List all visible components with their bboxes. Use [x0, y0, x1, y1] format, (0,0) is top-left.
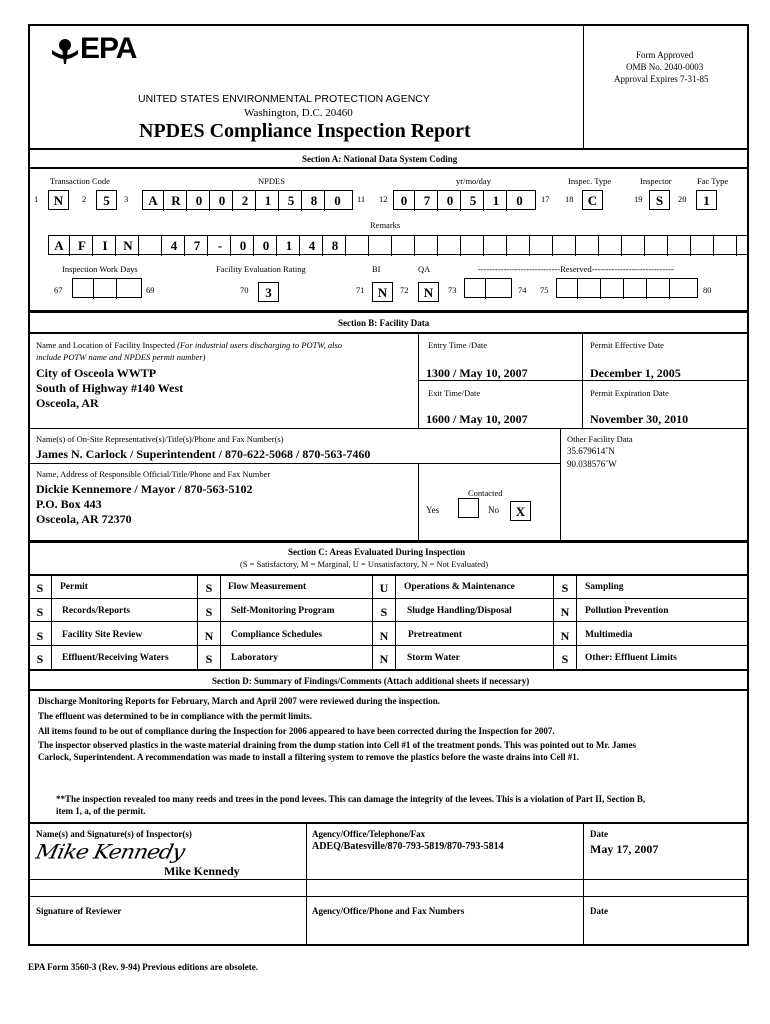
field-num: 73	[448, 285, 457, 295]
area-label: Pollution Prevention	[585, 606, 669, 616]
label-yrmoday: yr/mo/day	[456, 176, 491, 186]
work-days-cell	[96, 279, 117, 299]
approval-expires: Approval Expires 7-31-85	[614, 74, 709, 84]
area-code: N	[560, 605, 570, 619]
reserved-cell	[672, 279, 693, 299]
remarks-empty-cell	[716, 236, 737, 256]
agency-location: Washington, D.C. 20460	[244, 107, 353, 119]
label-inspec-type: Inspec. Type	[568, 176, 612, 186]
area-label: Records/Reports	[62, 606, 131, 616]
finding-4a: The inspector observed plastics in the waste material draining from the dump station into Cell #1 of the treatment ponds. This was pointed out to Mr. James	[38, 740, 637, 750]
section-c-legend: (S = Satisfactory, M = Marginal, U = Unsatisfactory, N = Not Evaluated)	[240, 559, 489, 569]
date-char: 0	[394, 191, 415, 211]
section-a-title: Section A: National Data System Coding	[302, 154, 458, 164]
divider	[418, 334, 419, 428]
divider	[372, 576, 373, 670]
remarks-empty-cell	[371, 236, 392, 256]
contacted-yes-box[interactable]	[458, 498, 479, 518]
remarks-char: F	[72, 236, 93, 256]
label-npdes: NPDES	[258, 176, 285, 186]
label-reviewer-agency: Agency/Office/Phone and Fax Numbers	[312, 906, 465, 916]
permit-expiration-value: November 30, 2010	[590, 412, 689, 426]
npdes-char: 0	[334, 193, 341, 208]
onsite-value: James N. Carlock / Superintendent / 870-622-5068 / 870-563-7460	[36, 447, 371, 461]
qa-box: N	[418, 282, 439, 302]
date-box	[393, 190, 536, 210]
divider	[28, 896, 749, 897]
label-inspector: Inspector	[640, 176, 672, 186]
npdes-char: 0	[212, 191, 233, 211]
inspector-box: S	[649, 190, 670, 210]
label-transaction-code: Transaction Code	[50, 176, 110, 186]
divider	[28, 463, 560, 464]
area-label: Pretreatment	[408, 630, 462, 640]
reserved-cell	[488, 279, 509, 299]
field-num: 75	[540, 285, 549, 295]
form-approved: Form Approved	[636, 50, 694, 60]
frame-right	[747, 24, 749, 946]
date-char: 0	[440, 191, 461, 211]
remarks-char: -	[210, 236, 231, 256]
area-label: Multimedia	[585, 630, 633, 640]
area-label: Sampling	[585, 582, 624, 592]
field-num: 2	[82, 194, 87, 204]
remarks-empty-cell	[417, 236, 438, 256]
area-label: Facility Site Review	[62, 630, 143, 640]
remarks-char: 1	[279, 236, 300, 256]
frame-top	[28, 24, 749, 26]
label-other-facility: Other Facility Data	[567, 434, 633, 444]
divider	[395, 576, 396, 670]
responsible-name: Dickie Kennemore / Mayor / 870-563-5102	[36, 482, 253, 496]
area-label: Effluent/Receiving Waters	[62, 653, 169, 663]
remarks-empty-cell	[348, 236, 369, 256]
field-num: 19	[634, 194, 643, 204]
area-code: S	[36, 581, 44, 595]
label-agency: Agency/Office/Telephone/Fax	[312, 829, 426, 839]
remarks-empty-cell	[486, 236, 507, 256]
label-name-location-b: (For industrial users discharging to POTW, also	[177, 340, 343, 350]
area-label: Storm Water	[407, 653, 460, 663]
divider	[28, 879, 749, 880]
remarks-char	[141, 236, 162, 256]
field-num: 3	[124, 194, 129, 204]
field-num: 80	[703, 285, 712, 295]
area-label: Compliance Schedules	[231, 630, 323, 640]
responsible-city: Osceola, AR 72370	[36, 512, 132, 526]
finding-4b: Carlock, Superintendent. A recommendation was made to install a filtering system to remove the plastics before the waste drains into Cell #1.	[38, 752, 579, 762]
area-code: S	[36, 652, 44, 666]
reserved-cell	[557, 279, 578, 299]
field-num: 17	[541, 194, 550, 204]
responsible-po: P.O. Box 443	[36, 497, 102, 511]
npdes-number-box	[142, 190, 353, 210]
label-responsible: Name, Address of Responsible Official/Title/Phone and Fax Number	[36, 469, 271, 479]
latitude: 35.679614˚N	[567, 446, 615, 456]
agency-value: ADEQ/Batesville/870-793-5819/870-793-5814	[312, 841, 504, 852]
divider	[306, 823, 307, 944]
remarks-char: 4	[302, 236, 323, 256]
remarks-box	[48, 235, 748, 255]
field-num: 1	[34, 194, 39, 204]
epa-logo-text: EPA	[80, 32, 137, 65]
facility-city: Osceola, AR	[36, 396, 99, 410]
label-bi: BI	[372, 264, 381, 274]
date-char: 1	[486, 191, 507, 211]
divider	[28, 689, 749, 691]
npdes-char: A	[143, 191, 164, 211]
area-code: N	[560, 629, 570, 643]
field-num: 20	[678, 194, 687, 204]
divider	[28, 310, 749, 313]
label-permit-expiration: Permit Expiration Date	[590, 388, 669, 398]
facility-name: City of Osceola WWTP	[36, 366, 157, 380]
npdes-char: 0	[189, 191, 210, 211]
divider	[51, 576, 52, 670]
divider	[28, 645, 749, 646]
divider	[576, 576, 577, 670]
label-permit-effective: Permit Effective Date	[590, 340, 664, 350]
remarks-empty-cell	[578, 236, 599, 256]
remarks-char: I	[95, 236, 116, 256]
remarks-char: 0	[233, 236, 254, 256]
label-inspector-signature: Name(s) and Signature(s) of Inspector(s)	[36, 829, 192, 839]
footer-text: EPA Form 3560-3 (Rev. 9-94) Previous editions are obsolete.	[28, 962, 258, 972]
field-num: 11	[357, 194, 366, 204]
work-days-cell	[119, 279, 140, 299]
area-label: Other: Effluent Limits	[585, 653, 677, 663]
area-label: Self-Monitoring Program	[231, 606, 335, 616]
field-num: 70	[240, 285, 249, 295]
divider	[28, 822, 749, 824]
remarks-empty-cell	[509, 236, 530, 256]
remarks-char: 7	[187, 236, 208, 256]
section-c-title: Section C: Areas Evaluated During Inspection	[288, 547, 466, 557]
field-num: 18	[565, 194, 574, 204]
label-name-location	[36, 340, 342, 350]
page-title: NPDES Compliance Inspection Report	[139, 120, 471, 142]
field-num: 67	[54, 285, 63, 295]
divider	[583, 823, 584, 944]
finding-1: Discharge Monitoring Reports for February, March and April 2007 were reviewed during the inspection.	[38, 696, 441, 706]
remarks-empty-cell	[601, 236, 622, 256]
reserved-box-1	[464, 278, 512, 298]
label-no: No	[488, 505, 499, 515]
longitude: 90.038576˚W	[567, 459, 617, 469]
omb-number: OMB No. 2040-0003	[626, 62, 704, 72]
reserved-cell	[626, 279, 647, 299]
area-code: S	[36, 605, 44, 619]
label-name-location-a: Name and Location of Facility Inspected	[36, 340, 178, 350]
remarks-char: A	[49, 236, 70, 256]
area-label: Permit	[60, 582, 88, 592]
exit-value: 1600 / May 10, 2007	[426, 412, 528, 426]
area-code: N	[379, 629, 389, 643]
divider	[28, 428, 749, 429]
bi-box: N	[372, 282, 393, 302]
facility-rating-box: 3	[258, 282, 279, 302]
reserved-cell	[465, 279, 486, 299]
entry-value: 1300 / May 10, 2007	[426, 366, 528, 380]
frame-bottom	[28, 944, 749, 946]
finding-2: The effluent was determined to be in compliance with the permit limits.	[38, 711, 312, 721]
inspector-signature: Mike Kennedy	[33, 841, 187, 864]
divider	[197, 576, 198, 670]
date-value: May 17, 2007	[590, 842, 659, 856]
reserved-cell	[649, 279, 670, 299]
divider	[28, 332, 749, 334]
divider	[28, 598, 749, 599]
label-facility-evaluation-rating: Facility Evaluation Rating	[216, 264, 306, 274]
label-yes: Yes	[426, 505, 440, 515]
area-code: N	[204, 629, 214, 643]
label-fac-type: Fac Type	[697, 176, 729, 186]
label-reviewer: Signature of Reviewer	[36, 906, 122, 916]
area-code: U	[379, 581, 389, 595]
label-reviewer-date: Date	[590, 906, 608, 916]
remarks-empty-cell	[440, 236, 461, 256]
field-num: 71	[356, 285, 365, 295]
remarks-char: 0	[256, 236, 277, 256]
divider	[28, 540, 749, 543]
label-date: Date	[590, 829, 608, 839]
reserved-cell	[603, 279, 624, 299]
divider	[28, 167, 749, 169]
remarks-empty-cell	[463, 236, 484, 256]
field-num: 74	[518, 285, 527, 295]
section-d-title: Section D: Summary of Findings/Comments (Attach additional sheets if necessary)	[212, 676, 530, 686]
field-num: 12	[379, 194, 388, 204]
area-code: S	[205, 652, 213, 666]
date-char: 0	[516, 193, 523, 208]
label-name-location-c: include POTW name and NPDES permit number)	[36, 352, 206, 362]
label-onsite: Name(s) of On-Site Representative(s)/Title(s)/Phone and Fax Number(s)	[36, 434, 284, 444]
divider	[28, 148, 749, 150]
area-label: Operations & Maintenance	[404, 582, 515, 592]
inspector-name: Mike Kennedy	[164, 864, 240, 878]
remarks-char: N	[118, 236, 139, 256]
transaction-code-box-2: 5	[96, 190, 117, 210]
epa-flower-icon	[50, 36, 80, 66]
frame-left	[28, 24, 30, 946]
field-num: 72	[400, 285, 409, 295]
area-code: S	[561, 652, 569, 666]
remarks-empty-cell	[647, 236, 668, 256]
label-inspection-work-days: Inspection Work Days	[62, 264, 138, 274]
permit-effective-value: December 1, 2005	[590, 366, 681, 380]
area-code: S	[205, 605, 213, 619]
remarks-empty-cell	[394, 236, 415, 256]
inspec-type-box: C	[582, 190, 603, 210]
area-label: Flow Measurement	[228, 582, 307, 592]
remarks-empty-cell	[670, 236, 691, 256]
header-divider	[583, 24, 584, 148]
work-days-box	[72, 278, 142, 298]
area-label: Sludge Handling/Disposal	[407, 606, 512, 616]
contacted-no-box[interactable]: X	[510, 501, 531, 521]
remarks-empty-cell	[555, 236, 576, 256]
label-contacted: Contacted	[468, 488, 503, 498]
facility-address: South of Highway #140 West	[36, 381, 184, 395]
area-code: S	[36, 629, 44, 643]
npdes-char: R	[166, 191, 187, 211]
divider	[418, 463, 419, 540]
area-code: N	[379, 652, 389, 666]
npdes-char: 1	[258, 191, 279, 211]
remarks-empty-cell	[693, 236, 714, 256]
label-exit: Exit Time/Date	[428, 388, 481, 398]
divider	[560, 428, 561, 540]
date-char: 5	[463, 191, 484, 211]
area-code: S	[561, 581, 569, 595]
label-entry: Entry Time /Date	[428, 340, 488, 350]
label-remarks: Remarks	[370, 220, 401, 230]
divider	[28, 669, 749, 671]
field-num: 69	[146, 285, 155, 295]
label-reserved: -----------------------------Reserved-----------------------------	[478, 264, 674, 274]
reserved-box-2	[556, 278, 698, 298]
reserved-cell	[580, 279, 601, 299]
finding-5b: item 1, a, of the permit.	[56, 806, 146, 816]
agency-name: UNITED STATES ENVIRONMENTAL PROTECTION AGENCY	[138, 93, 430, 105]
remarks-char: 4	[164, 236, 185, 256]
remarks-empty-cell	[624, 236, 645, 256]
divider	[220, 576, 221, 670]
finding-3: All items found to be out of compliance during the Inspection for 2006 appeared to have been corrected during the Inspection for 2007.	[38, 726, 555, 736]
area-label: Laboratory	[231, 653, 278, 663]
area-code: S	[205, 581, 213, 595]
divider	[28, 621, 749, 622]
area-code: S	[380, 605, 388, 619]
transaction-code-box-1: N	[48, 190, 69, 210]
work-days-cell	[73, 279, 94, 299]
npdes-char: 8	[304, 191, 325, 211]
divider	[553, 576, 554, 670]
remarks-char: 8	[325, 236, 346, 256]
divider	[582, 334, 583, 428]
label-qa: QA	[418, 264, 431, 274]
fac-type-box: 1	[696, 190, 717, 210]
divider	[28, 574, 749, 576]
date-char: 7	[417, 191, 438, 211]
remarks-empty-cell	[532, 236, 553, 256]
npdes-char: 5	[281, 191, 302, 211]
finding-5a: **The inspection revealed too many reeds and trees in the pond levees. This can damage the integrity of the levees. This is a violation of Part II, Section B,	[56, 794, 646, 804]
npdes-char: 2	[235, 191, 256, 211]
section-b-title: Section B: Facility Data	[338, 318, 430, 328]
